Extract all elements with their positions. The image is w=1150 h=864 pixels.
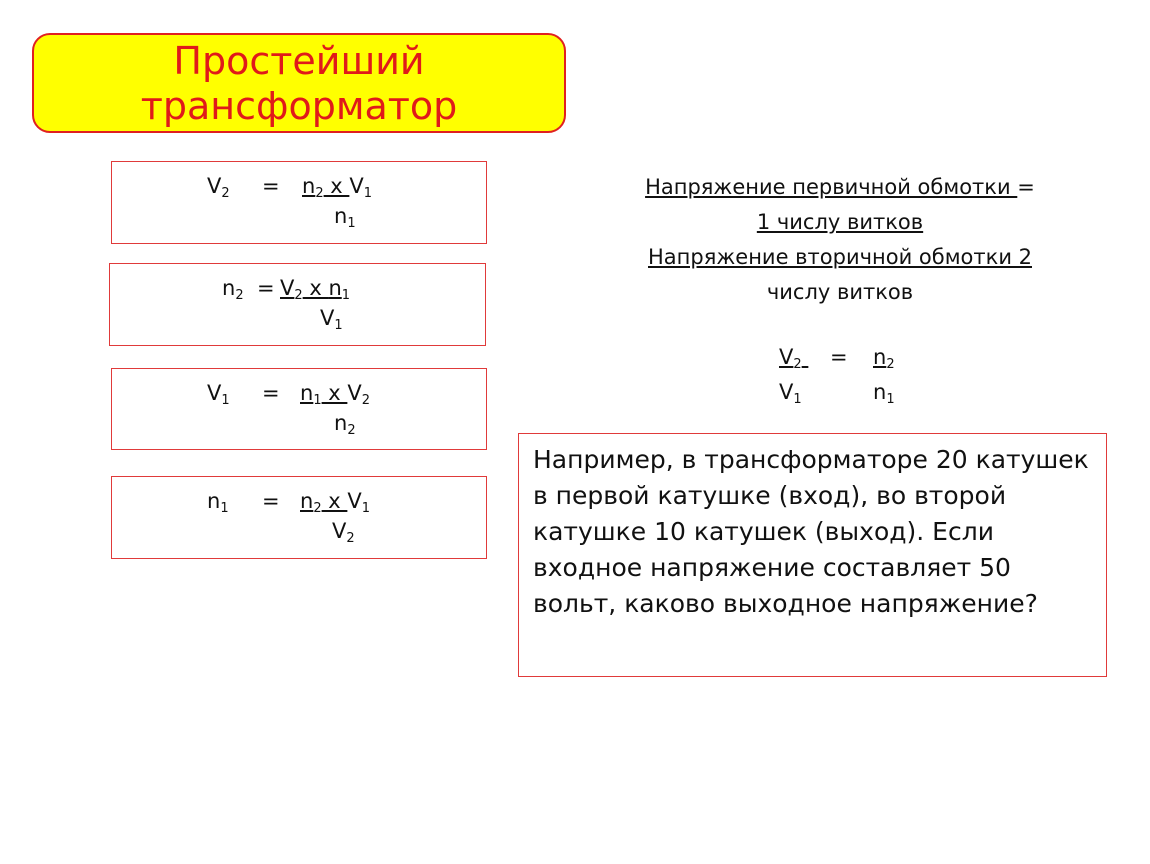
example-problem-text: Например, в трансформаторе 20 катушек в первой катушке (вход), во второй катушке 10 катушек (выход). Если входное напряжение составляет 50 вольт, каково выходное напряжение?	[533, 445, 1089, 618]
formula-3-numerator: $n_1$ x $V_2$	[300, 381, 371, 408]
formula-4-denominator: $V_2$	[332, 519, 355, 546]
example-problem-box	[518, 433, 1107, 677]
formula-1-denominator: $n_1$	[334, 204, 356, 231]
formula-box-1	[111, 161, 487, 244]
formula-4-numerator: $n_2$ x $V_1$	[300, 489, 371, 516]
formula-2-lhs: $n_2$	[222, 276, 244, 303]
formula-4-lhs: $n_1$	[207, 489, 229, 516]
ratio-statement	[560, 170, 1120, 310]
slide-title-line1: Простейший	[173, 39, 425, 83]
fraction-left-numerator: $V_2$	[779, 345, 802, 372]
ratio-line-1: Напряжение первичной обмотки =	[645, 175, 1035, 199]
formula-3-denominator: $n_2$	[334, 411, 356, 438]
ratio-line-2: 1 числу витков	[756, 210, 924, 234]
formula-1-lhs: $V_2$	[207, 174, 230, 201]
formula-2-numerator: $V_2$ x $n_1$	[280, 276, 351, 303]
fraction-left-denominator: $V_1$	[779, 380, 802, 407]
ratio-line-4: числу витков	[766, 280, 914, 304]
formula-3-lhs: $V_1$	[207, 381, 230, 408]
fraction-right-numerator: $n_2$	[873, 345, 895, 372]
formula-box-3	[111, 368, 487, 450]
formula-2-equals: =	[257, 276, 275, 300]
ratio-line-3: Напряжение вторичной обмотки 2	[648, 245, 1032, 269]
fraction-right-denominator: $n_1$	[873, 380, 895, 407]
formula-4-equals: =	[262, 489, 280, 513]
formula-1-equals: =	[262, 174, 280, 198]
slide-title	[32, 33, 566, 133]
slide-title-line2: трансформатор	[140, 84, 458, 128]
formula-2-denominator: $V_1$	[320, 306, 343, 333]
formula-1-numerator: $n_2$ x $V_1$	[302, 174, 373, 201]
formula-box-2	[109, 263, 486, 346]
fraction-equals: =	[830, 345, 848, 369]
formula-3-equals: =	[262, 381, 280, 405]
formula-box-4	[111, 476, 487, 559]
